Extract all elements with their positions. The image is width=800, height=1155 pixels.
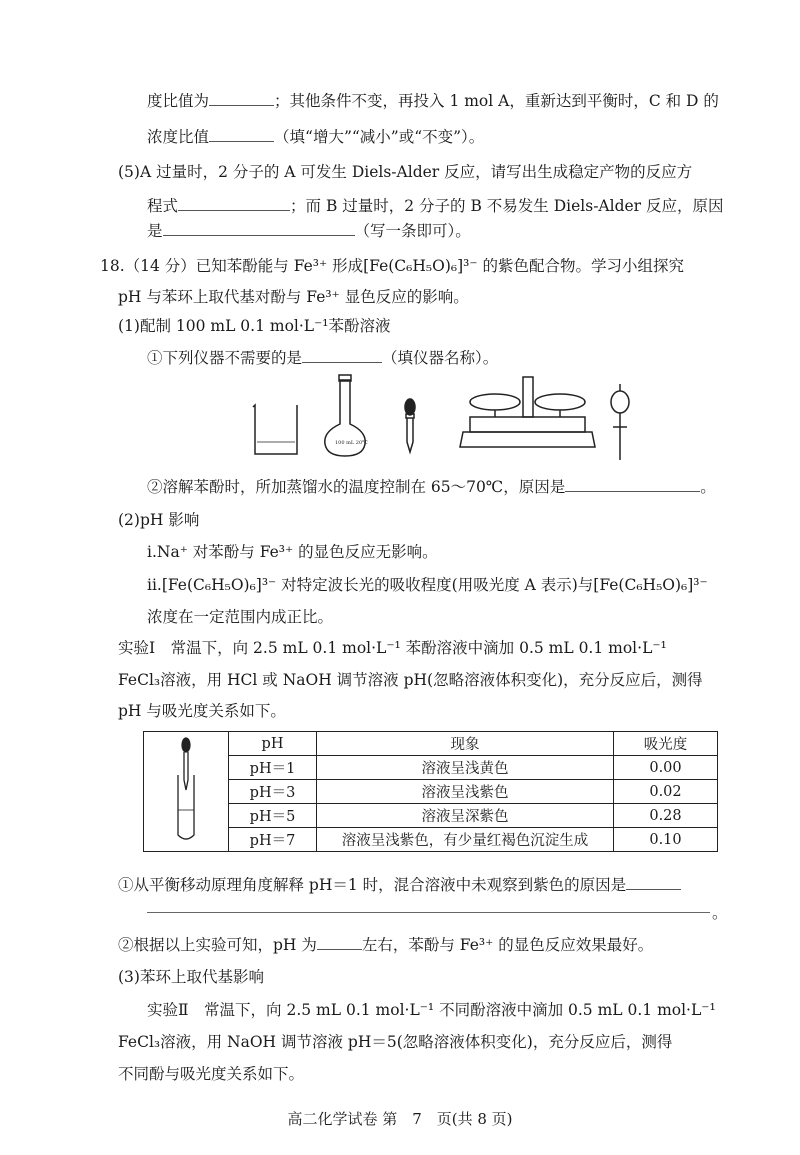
text-line: 浓度在一定范围内成正比。 (147, 608, 334, 626)
text: 。 (700, 478, 716, 496)
text: ①下列仪器不需要的是 (147, 349, 303, 367)
answer-blank (163, 221, 355, 236)
text-line (147, 127, 484, 147)
text-line (147, 196, 724, 216)
cell: 溶液呈浅紫色 (317, 780, 614, 804)
cell: 溶液呈深紫色 (317, 804, 614, 828)
text: ②溶解苯酚时，所加蒸馏水的温度控制在 65～70℃，原因是 (147, 478, 566, 496)
cell: 0.28 (614, 804, 718, 828)
text: 浓度比值 (147, 128, 210, 146)
separatory-funnel-icon (611, 384, 629, 460)
cell: pH＝7 (229, 828, 317, 852)
text-line: ii.[Fe(C₆H₅O)₆]³⁻ 对特定波长光的吸收程度(用吸光度 A 表示)与[Fe(C₆H₅O)₆]³⁻ (147, 576, 708, 594)
text: ②根据以上实验可知，pH 为 (118, 936, 317, 954)
cell: pH＝3 (229, 780, 317, 804)
text-line: FeCl₃溶液，用 NaOH 调节溶液 pH＝5(忽略溶液体积变化)，充分反应后，测得 (118, 1033, 673, 1051)
text-line (147, 221, 471, 241)
column-header: pH (229, 732, 317, 756)
column-header: 现象 (317, 732, 614, 756)
text: （填“增大”“减小”或“不变”）。 (274, 128, 485, 146)
table-row (144, 828, 718, 852)
text: 程式 (147, 197, 179, 215)
experiment-2: 实验Ⅱ 常温下，向 2.5 mL 0.1 mol·L⁻¹ 不同酚溶液中滴加 0.5 mL 0.1 mol·L⁻¹ (147, 1001, 716, 1019)
answer-blank-line (147, 912, 710, 913)
instruments-figure (245, 372, 665, 462)
test-tube-cell (144, 732, 229, 852)
cell: 溶液呈浅黄色 (317, 756, 614, 780)
text-line: FeCl₃溶液，用 HCl 或 NaOH 调节溶液 pH(忽略溶液体积变化)，充分反应后，测得 (118, 671, 703, 689)
answer-blank (302, 348, 382, 363)
text: ；其他条件不变，再投入 1 mol A，重新达到平衡时，C 和 D 的 (274, 92, 719, 110)
text-line: (5)A 过量时，2 分子的 A 可发生 Diels-Alder 反应，请写出生成稳定产物的反应方 (118, 163, 693, 181)
table-row (144, 756, 718, 780)
balance-icon (460, 377, 595, 447)
text-line (147, 477, 716, 497)
cell: 0.10 (614, 828, 718, 852)
table-header-row (144, 732, 718, 756)
text: （填仪器名称）。 (382, 349, 499, 367)
answer-blank (317, 935, 362, 950)
text-line: pH 与吸光度关系如下。 (118, 702, 286, 720)
cell: pH＝5 (229, 804, 317, 828)
text-line: i.Na⁺ 对苯酚与 Fe³⁺ 的显色反应无影响。 (147, 543, 438, 561)
test-tube-dropper-icon (166, 735, 206, 845)
cell: 溶液呈浅紫色，有少量红褐色沉淀生成 (317, 828, 614, 852)
svg-text:100 mL 20℃: 100 mL 20℃ (335, 440, 368, 446)
answer-blank (178, 196, 290, 211)
text: 是 (147, 222, 163, 240)
text-line: pH 与苯环上取代基对酚与 Fe³⁺ 显色反应的影响。 (118, 288, 469, 306)
text: 。 (712, 904, 728, 922)
answer-blank (209, 127, 274, 142)
text-line (118, 875, 681, 895)
text: 度比值为 (147, 92, 210, 110)
text-line (147, 91, 719, 111)
answer-blank (565, 477, 700, 492)
dropper-icon (405, 399, 415, 452)
text: ①从平衡移动原理角度解释 pH＝1 时，混合溶液中未观察到紫色的原因是 (118, 876, 627, 894)
question-18-intro: 18.（14 分）已知苯酚能与 Fe³⁺ 形成[Fe(C₆H₅O)₆]³⁻ 的紫色配合物。学习小组探究 (100, 257, 684, 275)
text-line (118, 935, 653, 955)
text-line (147, 348, 498, 368)
subquestion-3: (3)苯环上取代基影响 (118, 968, 264, 986)
column-header: 吸光度 (614, 732, 718, 756)
experiment-1: 实验Ⅰ 常温下，向 2.5 mL 0.1 mol·L⁻¹ 苯酚溶液中滴加 0.5 mL 0.1 mol·L⁻¹ (118, 639, 667, 657)
text-line: 不同酚与吸光度关系如下。 (118, 1065, 305, 1083)
subquestion-1: (1)配制 100 mL 0.1 mol·L⁻¹苯酚溶液 (118, 317, 391, 335)
ph-absorbance-table (143, 731, 718, 852)
volumetric-flask-icon (325, 375, 368, 456)
subquestion-2: (2)pH 影响 (118, 511, 200, 529)
answer-blank (209, 91, 274, 106)
text: ；而 B 过量时，2 分子的 B 不易发生 Diels-Alder 反应，原因 (290, 197, 724, 215)
text: 左右，苯酚与 Fe³⁺ 的显色反应效果最好。 (361, 936, 654, 954)
text: （写一条即可）。 (354, 222, 471, 240)
cell: pH＝1 (229, 756, 317, 780)
table-row (144, 780, 718, 804)
beaker-icon (253, 405, 297, 454)
table-row (144, 804, 718, 828)
cell: 0.02 (614, 780, 718, 804)
answer-blank (626, 875, 681, 890)
cell: 0.00 (614, 756, 718, 780)
page-footer: 高二化学试卷 第 7 页(共 8 页) (287, 1110, 513, 1128)
